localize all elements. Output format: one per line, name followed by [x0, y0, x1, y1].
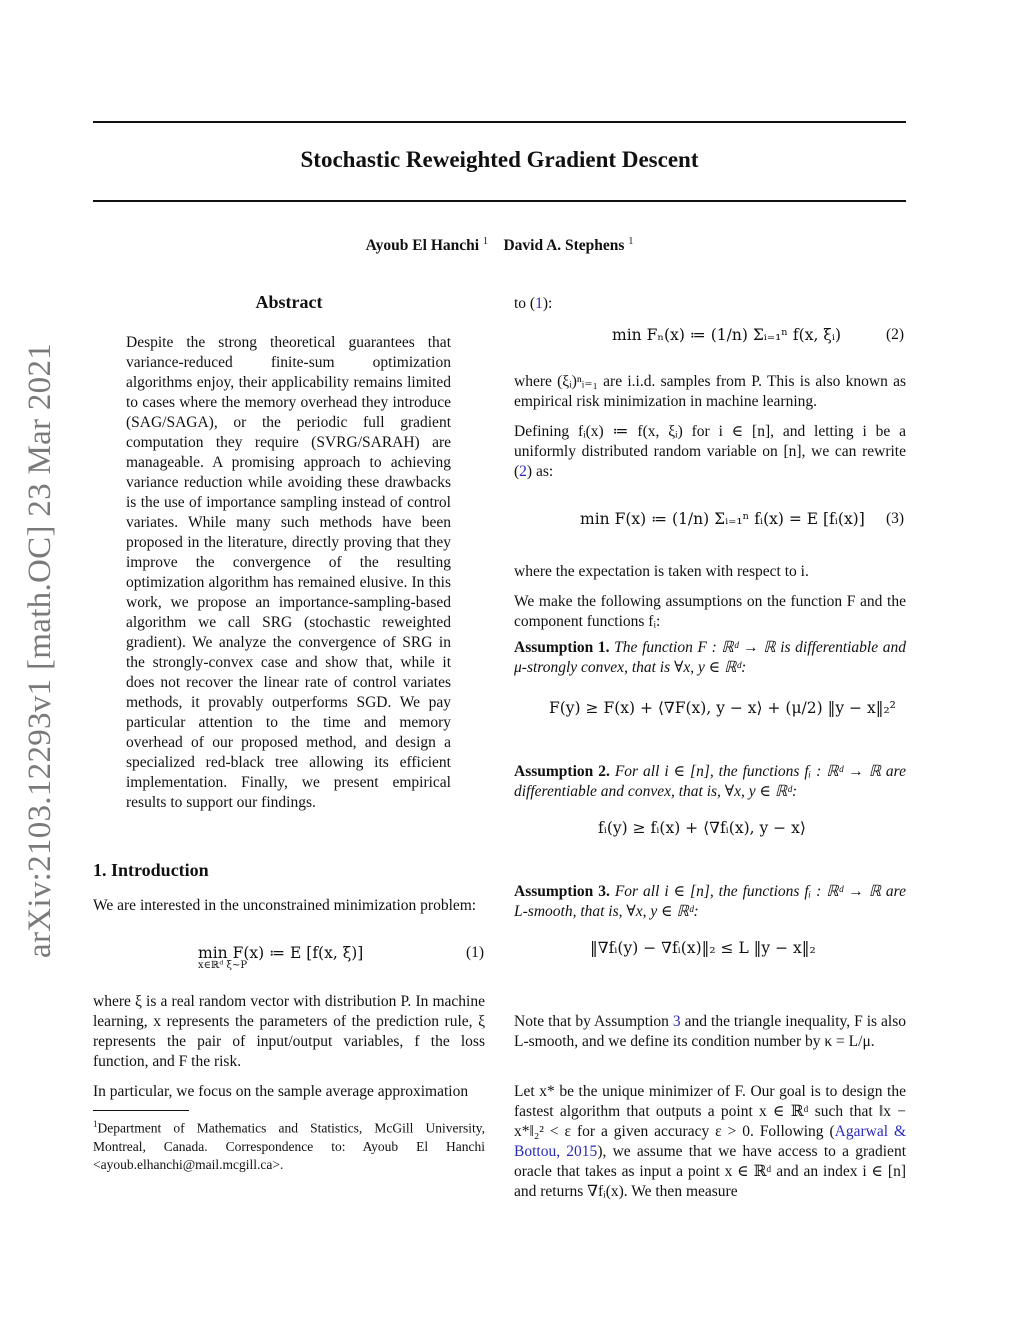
text-fragment: Note that by Assumption — [514, 1013, 673, 1030]
author-list — [93, 236, 906, 255]
equation-1-subscript: x∈ℝᵈ ξ∼P — [198, 960, 248, 971]
paragraph-text: where (ξᵢ)ⁿᵢ₌₁ are i.i.d. samples from P. This is also known as empirical risk minimization in machine learning. — [514, 373, 906, 410]
abstract-heading: Abstract — [255, 292, 323, 312]
footnote-text: Department of Mathematics and Statistics, McGill University, Montreal, Canada. Correspondence to: Ayoub El Hanchi <ayoub.elhanchi@mail.mcgill.ca>. — [93, 1120, 485, 1172]
footnote-mark: 1 — [93, 1119, 98, 1129]
footnote-rule — [93, 1110, 189, 1111]
text-fragment: Let x* be the unique minimizer of F. Our goal is to design the fastest algorithm that outputs a point x ∈ ℝᵈ such that ‖x − x*‖₂² < ε for a given accuracy ε > 0. Following ( — [514, 1083, 906, 1140]
paragraph-text: where the expectation is taken with respect to i. — [514, 563, 809, 580]
right-paragraph-1 — [514, 372, 906, 412]
assumption-2-text: For all i ∈ [n], the functions fᵢ : ℝᵈ → ℝ are differentiable and convex, that is, ∀x, y ∈ ℝᵈ: — [514, 763, 907, 800]
assumption-1-text: The function F : ℝᵈ → ℝ is differentiable and μ-strongly convex, that is ∀x, y ∈ ℝᵈ: — [514, 639, 907, 676]
assumption-2-heading: Assumption 2. — [514, 763, 610, 780]
author-affil-mark: 1 — [482, 236, 488, 247]
text-fragment: ), we assume that we have access to a gradient oracle that takes as input a point x ∈ ℝᵈ and an index i ∈ [n] and returns ∇fᵢ(x). We then measure — [514, 1143, 906, 1200]
assumption-1 — [514, 638, 906, 678]
equation-ref-link[interactable]: 2 — [519, 463, 527, 480]
assumption-1-equation: F(y) ≥ F(x) + ⟨∇F(x), y − x⟩ + (μ/2) ‖y − x‖₂² — [549, 699, 896, 717]
right-paragraph-2 — [514, 422, 906, 482]
equation-1-body: min F(x) ≔ E [f(x, ξ)] — [198, 944, 364, 962]
title-rule-bottom — [93, 200, 906, 202]
text-fragment: to ( — [514, 295, 536, 312]
intro-text: We are interested in the unconstrained minimization problem: — [93, 897, 477, 914]
equation-1-number: (1) — [466, 944, 485, 961]
text-fragment: ): — [542, 295, 553, 312]
equation-2: min Fₙ(x) ≔ (1/n) Σᵢ₌₁ⁿ f(x, ξᵢ) — [612, 326, 842, 344]
title-rule-top — [93, 121, 906, 123]
equation-1 — [198, 944, 363, 971]
paper-title: Stochastic Reweighted Gradient Descent — [300, 147, 699, 172]
abstract-text: Despite the strong theoretical guarantees that variance-reduced finite-sum optimization algorithms enjoy, their applicability remains limited to cases where the memory overhead they introduce (SAG/SAGA), or the periodic full gradient computation they require (SVRG/SARAH) are manageable. A promising approach to achieving variance reduction while avoiding these drawbacks is the use of importance sampling instead of control variates. While many such methods have been proposed in the literature, directly proving that they improve the convergence of the resulting optimization algorithm has remained elusive. In this work, we propose an importance-sampling-based algorithm we call SRG (stochastic reweighted gradient). We analyze the convergence of SRG in the strongly-convex case and show that, while it does not recover the linear rate of control variates methods, it provably outperforms SGD. We pay particular attention to the time and memory overhead of our proposed method, and design a specialized red-black tree allowing its efficient implementation. Finally, we present empirical results to support our findings. — [126, 334, 451, 811]
assumption-3-heading: Assumption 3. — [514, 883, 610, 900]
equation-2-number: (2) — [886, 326, 905, 343]
right-intro-line — [514, 294, 906, 314]
assumption-1-heading: Assumption 1. — [514, 639, 610, 656]
intro-paragraph-3 — [93, 1082, 485, 1102]
section-heading-introduction: 1. Introduction — [93, 860, 209, 880]
right-paragraph-6 — [514, 1082, 906, 1202]
text-fragment: Defining fᵢ(x) ≔ f(x, ξᵢ) for i ∈ [n], and letting i be a uniformly distributed random variable on [n], we can rewrite ( — [514, 423, 906, 480]
equation-3-number: (3) — [886, 510, 905, 527]
equation-3: min F(x) ≔ (1/n) Σᵢ₌₁ⁿ fᵢ(x) = E [fᵢ(x)] — [580, 510, 865, 528]
author-name: David A. Stephens — [503, 237, 625, 255]
paragraph-text: We make the following assumptions on the function F and the component functions fᵢ: — [514, 593, 906, 630]
equation-ref-link[interactable]: 1 — [535, 295, 543, 312]
author-name: Ayoub El Hanchi — [365, 237, 480, 255]
intro-text-2: where ξ is a real random vector with distribution P. In machine learning, x represents the parameters of the prediction rule, ξ represents the pair of input/output variables, f the loss function, and F the risk. — [93, 993, 485, 1070]
assumption-3-equation: ‖∇fᵢ(y) − ∇fᵢ(x)‖₂ ≤ L ‖y − x‖₂ — [590, 939, 816, 957]
assumption-ref-link[interactable]: 3 — [672, 1013, 681, 1030]
right-paragraph-5 — [514, 1012, 906, 1052]
footnote — [93, 1115, 485, 1174]
assumption-2 — [514, 762, 906, 802]
citation-link[interactable]: Agarwal & Bottou, 2015 — [514, 1123, 907, 1160]
intro-text-3: In particular, we focus on the sample average approximation — [93, 1083, 469, 1100]
right-paragraph-3 — [514, 562, 906, 582]
arxiv-stamp: arXiv:2103.12293v1 [math.OC] 23 Mar 2021 — [22, 342, 58, 958]
assumption-3 — [514, 882, 906, 922]
assumption-3-text: For all i ∈ [n], the functions fᵢ : ℝᵈ → ℝ are L-smooth, that is, ∀x, y ∈ ℝᵈ: — [514, 883, 907, 920]
assumption-2-equation: fᵢ(y) ≥ fᵢ(x) + ⟨∇fᵢ(x), y − x⟩ — [598, 819, 806, 837]
abstract-body — [126, 333, 451, 813]
intro-paragraph-2 — [93, 992, 485, 1072]
right-paragraph-4 — [514, 592, 906, 632]
author-affil-mark: 1 — [628, 236, 634, 247]
text-fragment: and the triangle inequality, F is also L-smooth, and we define its condition number by κ = L/μ. — [514, 1013, 907, 1050]
text-fragment: ) as: — [526, 463, 554, 480]
intro-paragraph — [93, 896, 485, 916]
